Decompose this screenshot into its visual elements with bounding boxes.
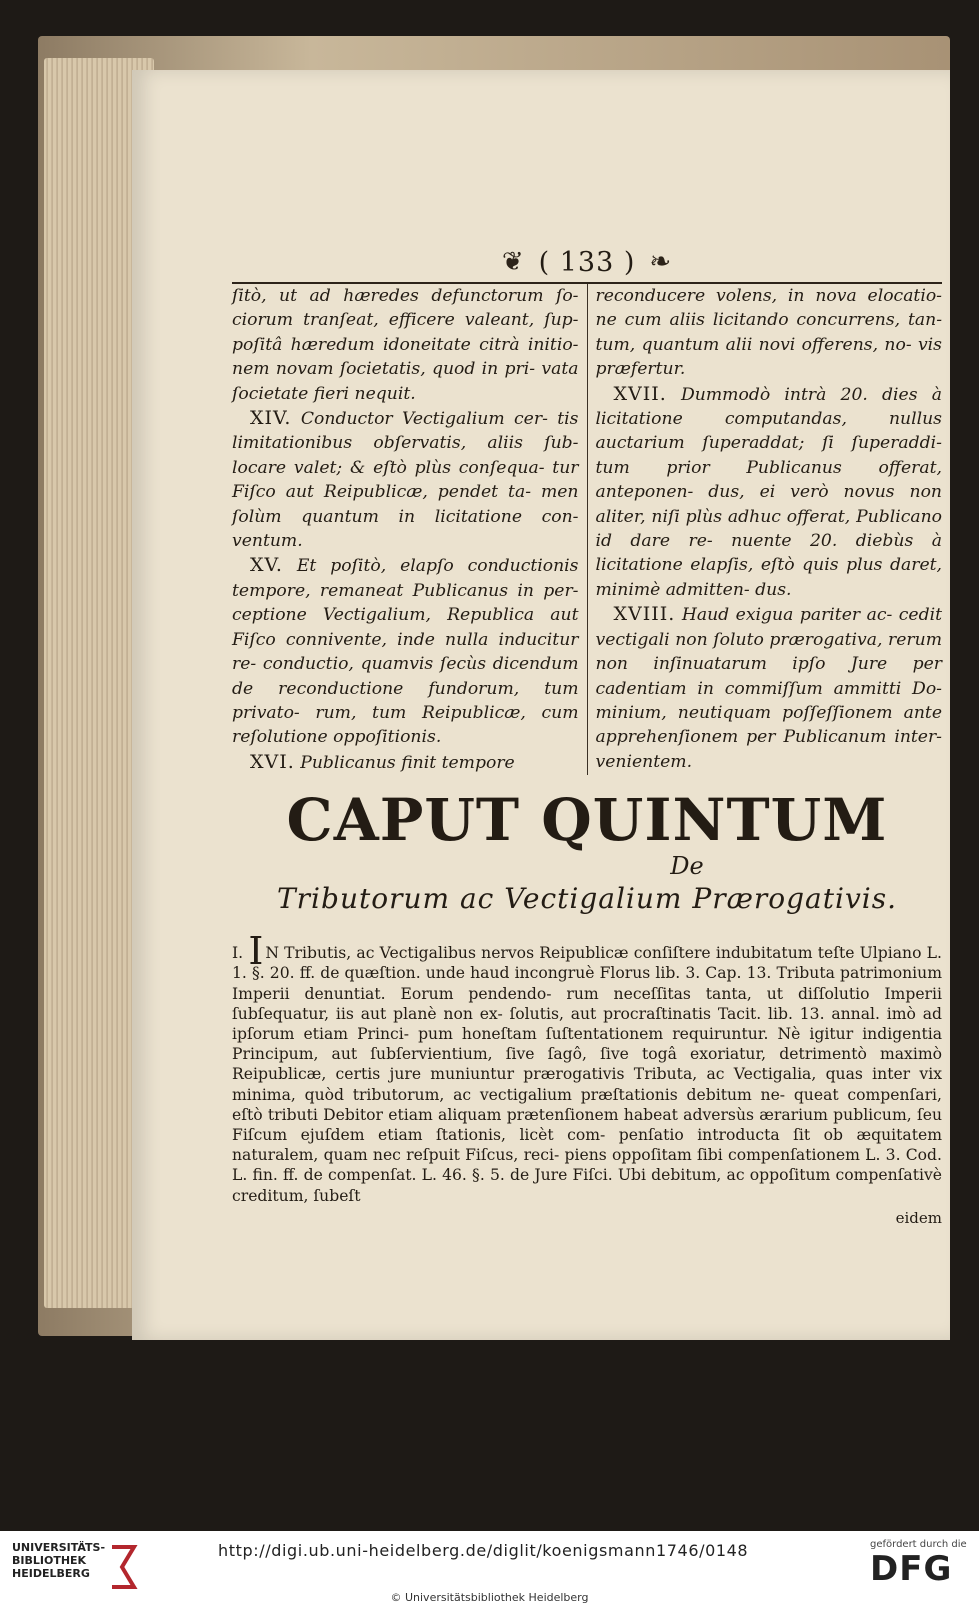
paragraph: XIV. Conductor Vectigalium cer- tis limitationibus obſervatis, aliis ſub- locare valet; & eſtò plùs conſequa- tur Fiſco aut Reipublicæ, pendet ta- men ſolùm quantum in licitatione con- ventum.	[232, 407, 579, 552]
copyright-notice: © Universitätsbibliothek Heidelberg	[390, 1591, 589, 1604]
left-ornament-icon: ❦	[501, 247, 525, 277]
chapter-heading	[232, 785, 942, 921]
body-text: N Tributis, ac Vectigalibus nervos Reipublicæ conſiſtere indubitatum teſte Ulpiano L. 1. §. 20. ff. de quæſtion. unde haud incongruè Florus lib. 3. Cap. 13. Tributa patrimonium Imperii denuntiat. Eorum pendendo- rum neceſſitas tanta, ut diſſolutio Imperii ſubſequatur, iis aut planè non ex- ſolutis, aut procraſtinatis Tacit. lib. 13. annal. imò ad ipſorum etiam Princi- pum honeſtam ſuſtentationem requiruntur. Nè igitur indigentia Principum, aut ſubſervientium, ſive ſagô, ſive togâ exoriatur, detrimentò maximò Reipublicæ, certis jure muniuntur prærogativis Tributa, ac Vectigalia, quas inter vix minima, quòd tributorum, ac vectigalium præſtationis debitum ne- queat compenſari, eſtò tributi Debitor etiam aliquam prætenſionem habeat adversùs ærarium publicum, ſeu Fiſcum ejuſdem etiam ſtationis, licèt com- penſatio introducta ſit ob æquitatem naturalem, quam nec reſpuit Fiſcus, reci- piens oppoſitam ſibi compenſationem L. 3. Cod. L. fin. ff. de compenſat. L. 46. §. 5. de Jure Fiſci. Ubi debitum, ac oppoſitum compenſativè creditum, ſubeſt	[232, 944, 942, 1205]
page-url-link[interactable]: http://digi.ub.uni-heidelberg.de/diglit/koenigsmann1746/0148	[218, 1541, 749, 1560]
chapter-subtitle: Tributorum ac Vectigalium Prærogativis.	[277, 882, 897, 916]
section-number: XVIII.	[613, 603, 676, 626]
running-head	[232, 242, 942, 284]
page-text-block	[232, 242, 942, 1228]
page-number: ( 133 )	[538, 246, 636, 278]
paragraph: XV. Et poſitò, elapſo conductionis tempore, remaneat Publicanus in per- ceptione Vectigalium, Republica aut Fiſco connivente, inde nulla inducitur re- conductio, quamvis ſecùs dicendum de reconductione fundorum, tum privato- rum, tum Reipublicæ, cum reſolutione oppoſitionis.	[232, 554, 579, 748]
left-column	[232, 284, 587, 775]
section-number: XV.	[250, 554, 283, 577]
body-paragraph	[232, 929, 942, 1228]
section-number: XIV.	[250, 407, 292, 430]
chapter-de: De	[670, 852, 704, 881]
library-name-line: UNIVERSITÄTS-	[12, 1541, 106, 1554]
section-number: I.	[232, 944, 244, 963]
paragraph: ſitò, ut ad hæredes defunctorum ſo- ciorum tranſeat, efficere valeant, ſup- poſitâ hæredum idoneitate citrà initio- nem novam ſocietatis, quod in pri- vata ſocietate fieri nequit.	[232, 286, 579, 404]
drop-initial: I	[248, 929, 264, 974]
viewer-footer	[0, 1531, 979, 1615]
catchword: eidem	[895, 1208, 942, 1227]
right-ornament-icon: ❧	[649, 247, 673, 277]
library-name-line: BIBLIOTHEK	[12, 1554, 87, 1567]
dfg-funding-label: gefördert durch die	[870, 1539, 967, 1550]
section-number: XVI.	[250, 750, 295, 773]
dfg-wordmark: DFG	[870, 1549, 953, 1589]
paragraph: reconducere volens, in nova elocatio- ne cum aliis licitando concurrens, tan- tum, quantum alii novi offerens, no- vis præfertur.	[595, 286, 942, 380]
dfg-logo[interactable]	[870, 1539, 970, 1599]
library-name-line: HEIDELBERG	[12, 1567, 90, 1580]
paragraph: XVII. Dummodò intrà 20. dies à licitatione computandas, nullus auctarium ſuperaddat; ſi ſuperaddi- tum prior Publicanus offerat, anteponen- dus, ei verò novus non aliter, niſi plùs adhuc offerat, Publicano id dare re- nuente 20. diebùs à licitatione elapſis, eſtò quis plus daret, minimè admitten- dus.	[595, 382, 942, 600]
two-column-text	[232, 284, 942, 775]
right-column	[587, 284, 943, 775]
paragraph: XVIII. Haud exigua pariter ac- cedit vectigali non ſoluto prærogativa, rerum non inſinuatarum ipſo Jure per cadentiam in commiſſum ammitti Do- minium, neutiquam poſſeſſionem ante apprehenſionem per Publicanum inter- venientem.	[595, 603, 942, 772]
paragraph: XVI. Publicanus finit tempore	[250, 750, 515, 773]
section-number: XVII.	[613, 382, 667, 405]
library-mark-icon	[108, 1541, 138, 1593]
chapter-title: CAPUT QUINTUM	[286, 786, 888, 855]
